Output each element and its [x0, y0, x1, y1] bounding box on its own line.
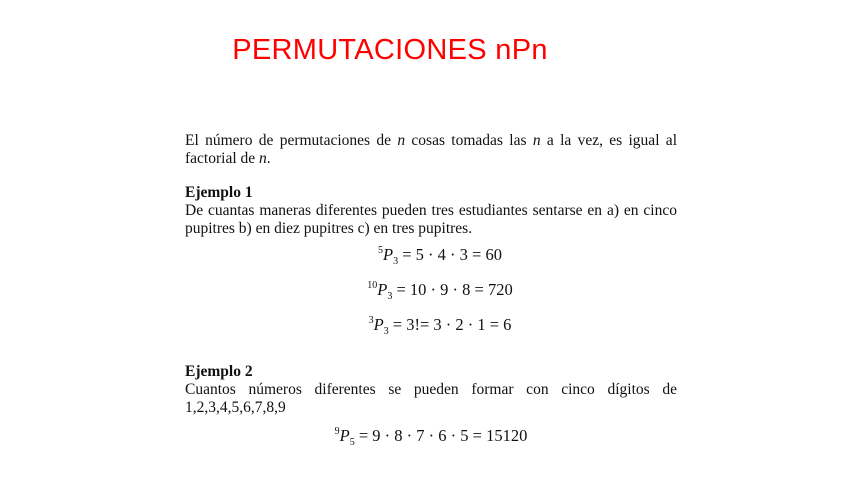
equation-superscript: 5 [378, 245, 384, 256]
equation-variable: P [373, 315, 384, 334]
equation-variable: P [377, 280, 388, 299]
equation-subscript: 5 [349, 437, 355, 448]
equation-superscript: 10 [367, 280, 378, 291]
equation-5p3 [185, 240, 677, 273]
equation-variable: P [339, 426, 350, 445]
definition-var-n-3: n [259, 150, 267, 167]
slide-content [185, 132, 677, 456]
definition-text-4: . [266, 150, 271, 167]
equation-9p5 [185, 421, 677, 454]
equation-superscript: 9 [334, 426, 340, 437]
equation-subscript: 3 [387, 291, 393, 302]
definition-paragraph [185, 132, 677, 168]
equation-rhs: = 5 · 4 · 3 = 60 [402, 245, 502, 264]
example-2-text-line-2: 1,2,3,4,5,6,7,8,9 [185, 399, 286, 416]
definition-var-n-1: n [397, 132, 406, 149]
equation-10p3 [185, 275, 677, 308]
equation-rhs: = 9 · 8 · 7 · 6 · 5 = 15120 [358, 426, 528, 445]
equation-subscript: 3 [383, 326, 389, 337]
equation-subscript: 3 [393, 256, 399, 267]
definition-text-2: cosas tomadas las [405, 132, 533, 149]
equation-rhs: = 10 · 9 · 8 = 720 [396, 280, 513, 299]
example-1-text: De cuantas maneras diferentes pueden tres estudiantes sentarse en a) en cinco pupitres b) en diez pupitres c) en tres pupitres. [185, 202, 677, 237]
equation-superscript: 3 [368, 315, 374, 326]
slide-title: PERMUTACIONES nPn [232, 34, 548, 66]
equation-3p3 [185, 310, 677, 343]
example-1-heading: Ejemplo 1 [185, 184, 253, 201]
definition-text-1: El número de permutaciones de [185, 132, 398, 149]
example-1-equations [185, 240, 677, 343]
equation-variable: P [383, 245, 394, 264]
example-2-text-line-1: Cuantos números diferentes se pueden formar con cinco dígitos de [185, 381, 677, 398]
definition-var-n-2: n [532, 132, 541, 149]
equation-rhs: = 3!= 3 · 2 · 1 = 6 [392, 315, 512, 334]
definition-text-3: a la vez, es igual al factorial de [185, 132, 677, 167]
example-2-heading: Ejemplo 2 [185, 363, 253, 380]
